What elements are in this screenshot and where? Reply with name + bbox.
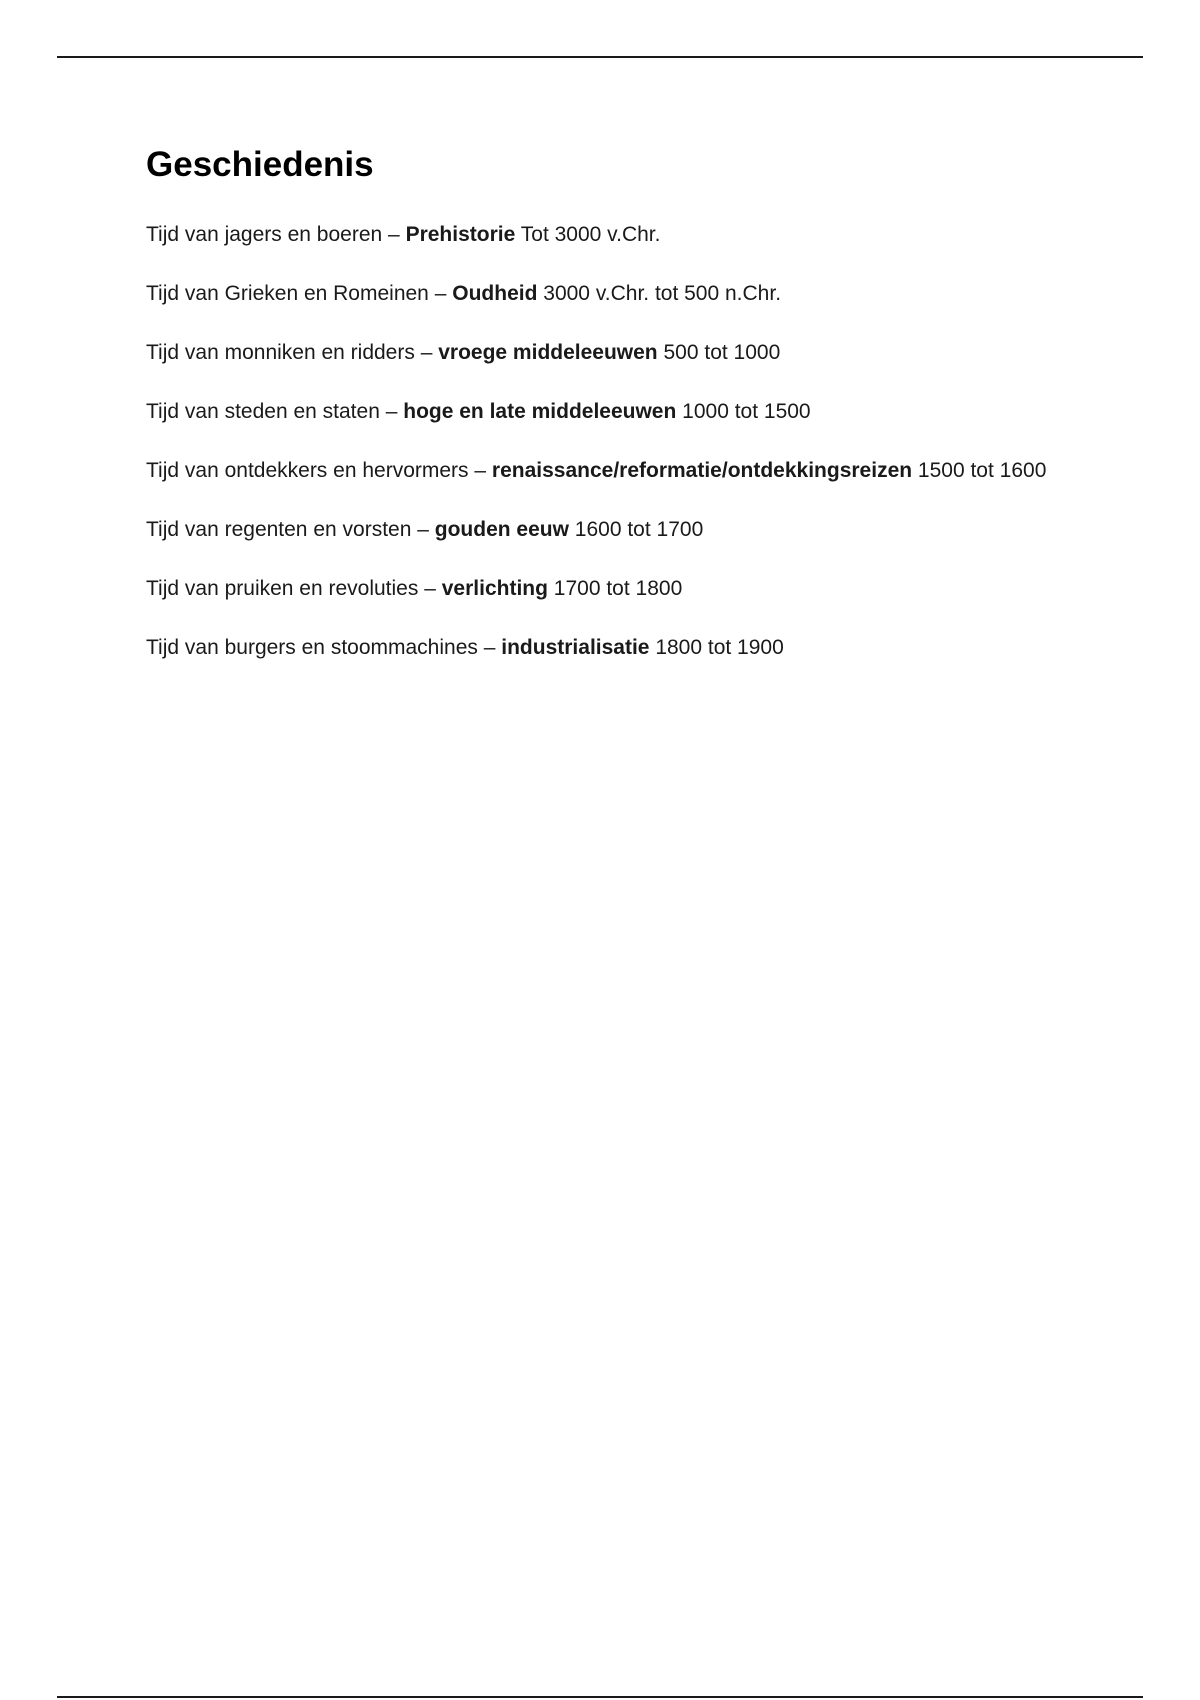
separator: – bbox=[420, 341, 433, 364]
period-range: 1000 tot 1500 bbox=[682, 400, 811, 423]
header-rule bbox=[57, 56, 1143, 58]
period-line bbox=[146, 279, 1066, 309]
separator: – bbox=[385, 400, 398, 423]
footer-rule bbox=[57, 1696, 1143, 1698]
separator: – bbox=[424, 577, 436, 600]
period-range: 1700 tot 1800 bbox=[553, 577, 683, 600]
period-name: Oudheid bbox=[452, 282, 538, 305]
separator: – bbox=[483, 636, 496, 659]
era-label: Tijd van jagers en boeren bbox=[146, 223, 383, 246]
separator: – bbox=[434, 282, 447, 305]
era-label: Tijd van regenten en vorsten bbox=[146, 518, 412, 541]
period-range: 3000 v.Chr. tot 500 n.Chr. bbox=[543, 282, 782, 305]
period-name: industrialisatie bbox=[501, 636, 650, 659]
separator: – bbox=[388, 223, 400, 246]
period-name: gouden eeuw bbox=[434, 518, 569, 541]
document-body bbox=[146, 140, 1066, 692]
period-range: 500 tot 1000 bbox=[663, 341, 781, 364]
era-label: Tijd van burgers en stoommachines bbox=[146, 636, 478, 659]
era-label: Tijd van steden en staten bbox=[146, 400, 380, 423]
period-name: verlichting bbox=[441, 577, 548, 600]
period-line bbox=[146, 515, 1066, 545]
period-line bbox=[146, 397, 1066, 427]
separator: – bbox=[417, 518, 429, 541]
era-label: Tijd van monniken en ridders bbox=[146, 341, 415, 364]
period-line bbox=[146, 456, 1066, 486]
period-range: 1600 tot 1700 bbox=[574, 518, 704, 541]
period-name: vroege middeleeuwen bbox=[438, 341, 658, 364]
period-line bbox=[146, 574, 1066, 604]
period-range: 1800 tot 1900 bbox=[655, 636, 784, 659]
period-range: Tot 3000 v.Chr. bbox=[520, 223, 661, 246]
period-range: 1500 tot 1600 bbox=[917, 459, 1047, 482]
period-line bbox=[146, 338, 1066, 368]
period-name: renaissance/reformatie/ontdekkingsreizen bbox=[491, 459, 913, 482]
page-title: Geschiedenis bbox=[146, 145, 374, 184]
period-name: Prehistorie bbox=[405, 223, 516, 246]
period-line bbox=[146, 633, 1066, 663]
era-label: Tijd van Grieken en Romeinen bbox=[146, 282, 429, 305]
era-label: Tijd van pruiken en revoluties bbox=[146, 577, 419, 600]
separator: – bbox=[474, 459, 487, 482]
period-name: hoge en late middeleeuwen bbox=[403, 400, 677, 423]
period-line bbox=[146, 220, 1066, 250]
era-label: Tijd van ontdekkers en hervormers bbox=[146, 459, 469, 482]
